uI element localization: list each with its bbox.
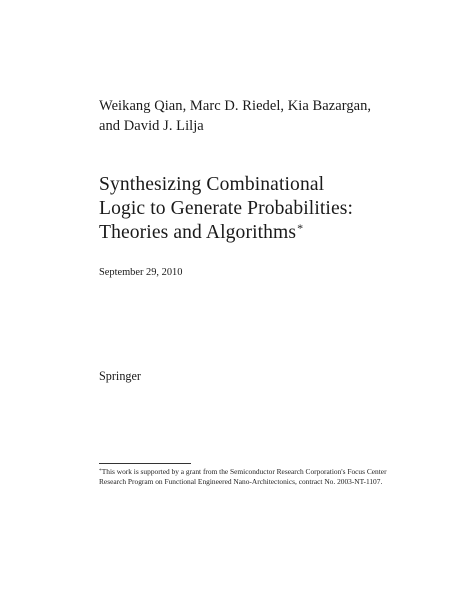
publisher-name: Springer [99,369,141,383]
publication-date: September 29, 2010 [99,267,183,278]
author-line-2: and David J. Lilja [99,118,204,134]
author-line-1: Weikang Qian, Marc D. Riedel, Kia Bazargan, [99,98,372,114]
footnote-line-1 [99,467,409,477]
footnote-marker: * [99,468,102,474]
footnote-divider [99,463,191,464]
author-list [99,96,419,136]
title-footnote-marker: * [297,221,304,235]
footnote-line-2: Research Program on Functional Engineered Nano-Architectonics, contract No. 2003-NT-1107. [99,477,383,486]
footnote-line-1-text: This work is supported by a grant from the Semiconductor Research Corporation's Focus Center [101,467,387,476]
footnote [99,467,409,487]
title-line-3-text: Theories and Algorithms [99,222,297,243]
title-line-3 [99,221,439,245]
title-line-2: Logic to Generate Probabilities: [99,198,354,219]
book-title [99,173,439,245]
title-line-1: Synthesizing Combinational [99,174,325,195]
